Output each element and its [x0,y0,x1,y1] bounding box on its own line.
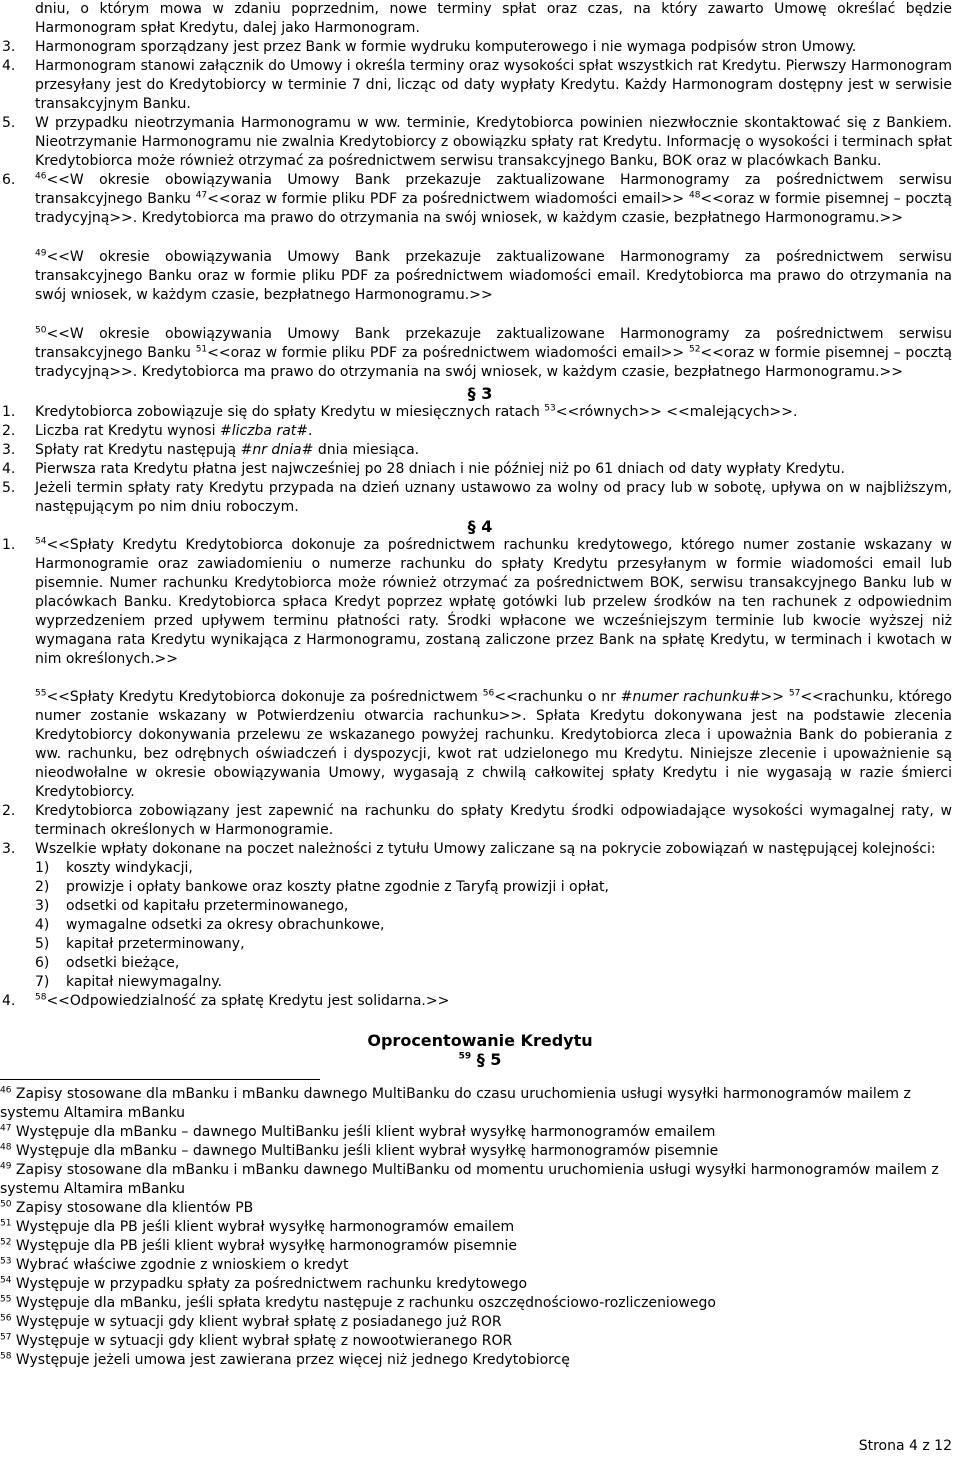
footnote-ref: 53 [544,403,556,414]
list-item-6 [0,171,960,228]
order-text: prowizje i opłaty bankowe oraz koszty płatne zgodnie z Taryfą prowizji i opłat, [66,879,609,895]
list-text: Wszelkie wpłaty dokonane na poczet należności z tytułu Umowy zaliczane są na pokrycie zobowiązań w następującej kolejności: [35,841,936,857]
order-text: wymagalne odsetki za okresy obrachunkowe, [66,917,385,933]
order-number: 5) [35,936,50,952]
footnote-ref: 47 [195,190,208,201]
list-item [0,38,960,57]
footnote [0,1332,952,1351]
list-text: <<oraz w formie pisemnej – pocztą tradycyjną>>. Kredytobiorca ma prawo do otrzymania na swój wniosek, w każdym czasie, bezpłatnego Harmonogramu.>> [35,191,952,226]
footnote-ref: 58 [35,992,47,1003]
order-text: kapitał przeterminowany, [66,936,245,952]
list-text: Harmonogram sporządzany jest przez Bank w formie wydruku komputerowego i nie wymaga podpisów stron Umowy. [35,39,857,55]
footnote-ref: 52 [688,344,701,355]
footnote-number: 53 [0,1256,12,1267]
footnote-text: Występuje dla PB jeśli klient wybrał wysyłkę harmonogramów pisemnie [15,1238,518,1254]
footnote [0,1275,952,1294]
footnote-text: Występuje dla mBanku, jeśli spłata kredytu następuje z rachunku oszczędnościowo-rozliczeniowego [15,1295,716,1311]
footnote-number: 55 [0,1294,12,1305]
section-heading-4: § 4 [467,517,493,536]
clause-text: >> [760,689,789,705]
footnote-number: 51 [0,1218,12,1229]
list-item [0,57,960,114]
footnote-text: Występuje w sytuacji gdy klient wybrał spłatę z posiadanego już ROR [15,1314,502,1330]
list-item [0,802,960,840]
list-number: 1. [2,537,16,553]
section-heading-5 [0,1050,960,1069]
list-text: Liczba rat Kredytu wynosi [35,423,220,439]
order-text: kapitał niewymagalny. [66,974,223,990]
list-item [0,403,960,422]
footnote-ref: 49 [35,248,47,259]
clause-text: <<oraz w formie pliku PDF za pośrednictwem wiadomości email>> [207,345,689,361]
alternative-clause-55 [0,688,960,802]
footnotes [0,1085,960,1370]
footnote [0,1218,952,1237]
clause-text: <<rachunku, którego numer zostanie wskazany w Potwierdzeniu otwarcia rachunku>>. Spłata Kredytu dokonywana jest na podstawie zlecenia Kredytobiorcy dokonywania przelewu ze wskazanego powyżej rachunku. Kredytobiorca zleca i upoważnia Bank do pobierania z ww. rachunku, bez odrębnych oświadczeń i dyspozycji, kwot rat udzielonego mu Kredytu. Niniejsze zlecenie i upoważnienie są nieodwołalne w okresie obowiązywania Umowy, wygasają z chwilą całkowitej spłaty Kredytu i nie wygasają w razie śmierci Kredytobiorcy. [35,689,952,800]
list-item [0,536,960,669]
order-text: odsetki bieżące, [66,955,180,971]
footnote-text: Występuje dla PB jeśli klient wybrał wysyłkę harmonogramów emailem [15,1219,515,1235]
footnote [0,1237,952,1256]
order-number: 1) [35,860,50,876]
order-text: odsetki od kapitału przeterminowanego, [66,898,349,914]
list-text: Pierwsza rata Kredytu płatna jest najwcześniej po 28 dniach i nie później niż po 61 dniach od daty wypłaty Kredytu. [35,461,845,477]
footnote-number: 58 [0,1351,12,1362]
list-number: 2. [2,803,16,819]
order-item [0,878,960,897]
footnote [0,1123,952,1142]
footnote-separator [0,1079,320,1080]
list-text: Harmonogram stanowi załącznik do Umowy i określa terminy oraz wysokości spłat wszystkich rat Kredytu. Pierwszy Harmonogram przesyłany jest do Kredytobiorcy w terminie 7 dni, licząc od daty wypłaty Kredytu. Każdy Harmonogram dostępny jest w serwisie transakcyjnym Banku. [35,58,952,112]
placeholder-field: #liczba rat# [219,423,308,439]
footnote [0,1161,952,1199]
list-text: <<Spłaty Kredytu Kredytobiorca dokonuje za pośrednictwem rachunku kredytowego, którego numer zostanie wskazany w Harmonogramie oraz zawiadomieniu o numerze rachunku do spłaty Kredytu przesyłanym w formie wiadomości email lub pisemnie. Numer rachunku Kredytobiorca może również otrzymać za pośrednictwem BOK, serwisu transakcyjnego Banku lub w placówkach Banku. Kredytobiorca spłaca Kredyt poprzez wpłatę gotówki lub przelew środków na ten rachunek z odpowiednim wyprzedzeniem przed upływem terminu płatności raty. Środki wpłacone we wcześniejszym terminie lub kwocie wyższej niż wymagana rata Kredytu wynikająca z Harmonogramu, zostaną zaliczone przez Bank na spłatę Kredytu, w terminach i kwotach w nim określonych.>> [35,537,952,667]
order-item [0,859,960,878]
footnote-text: Wybrać właściwe zgodnie z wnioskiem o kredyt [15,1257,349,1273]
order-item [0,897,960,916]
list-number: 2. [2,423,16,439]
list-text: Kredytobiorca zobowiązany jest zapewnić na rachunku do spłaty Kredytu środki odpowiadające wysokości wymagalnej raty, w terminach określonych w Harmonogramie. [35,803,952,838]
list-number: 3. [2,841,16,857]
footnote-ref: 48 [688,190,701,201]
list-text: <<oraz w formie pliku PDF za pośrednictwem wiadomości email>> [207,191,689,207]
footnote-ref: 50 [35,325,47,336]
clause-text: <<Spłaty Kredytu Kredytobiorca dokonuje za pośrednictwem [46,689,483,705]
list-text: Spłaty rat Kredytu następują [35,442,241,458]
order-item [0,973,960,992]
order-number: 4) [35,917,50,933]
order-number: 2) [35,879,50,895]
footnote [0,1351,952,1370]
list-number: 5. [2,115,16,131]
list-text: dnia miesiąca. [313,442,420,458]
footnote-number: 46 [0,1085,12,1096]
continuation-paragraph [0,0,960,38]
list-item [0,460,960,479]
footnote-ref: 59 [458,1051,472,1062]
list-text: W przypadku nieotrzymania Harmonogramu w ww. terminie, Kredytobiorca powinien niezwłocznie skontaktować się z Bankiem. Nieotrzymanie Harmonogramu nie zwalnia Kredytobiorcy z obowiązku spłaty rat Kredytu. Informację o wysokości i terminach spłat Kredytobiorca może również otrzymać za pośrednictwem serwisu transakcyjnego Banku, BOK oraz w placówkach Banku. [35,115,952,169]
order-item [0,935,960,954]
footnote-text: Występuje dla mBanku – dawnego MultiBanku jeśli klient wybrał wysyłkę harmonogramów emailem [15,1124,716,1140]
clause-text: <<oraz w formie pisemnej – pocztą tradycyjną>>. Kredytobiorca ma prawo do otrzymania na swój wniosek, w każdym czasie, bezpłatnego Harmonogramu.>> [35,345,952,380]
list-item [0,992,960,1011]
list-item [0,441,960,460]
list-number: 4. [2,461,16,477]
list-number: 1. [2,404,16,420]
list-number: 3. [2,39,16,55]
section-title-oprocentowanie: Oprocentowanie Kredytu [367,1031,593,1050]
footnote-text: Zapisy stosowane dla mBanku i mBanku dawnego MultiBanku do czasu uruchomienia usługi wysyłki harmonogramów mailem z systemu Altamira mBanku [0,1086,911,1121]
footnote [0,1294,952,1313]
footnote-number: 52 [0,1237,12,1248]
footnote-number: 48 [0,1142,12,1153]
footnote-number: 57 [0,1332,12,1343]
list-text: <<równych>> <<malejących>>. [555,404,798,420]
footnote-number: 49 [0,1161,12,1172]
order-item [0,916,960,935]
placeholder-field: #numer rachunku# [620,689,761,705]
list-item [0,114,960,171]
footnote [0,1142,952,1161]
footnote [0,1256,952,1275]
footnote-text: Występuje jeżeli umowa jest zawierana przez więcej niż jednego Kredytobiorcę [15,1352,570,1368]
order-text: koszty windykacji, [66,860,193,876]
list-text: <<Odpowiedzialność za spłatę Kredytu jest solidarna.>> [46,993,450,1009]
section-symbol: § 5 [476,1050,502,1069]
footnote-text: Występuje dla mBanku – dawnego MultiBanku jeśli klient wybrał wysyłkę harmonogramów pisemnie [15,1143,719,1159]
list-text: . [308,423,313,439]
list-text: Jeżeli termin spłaty raty Kredytu przypada na dzień uznany ustawowo za wolny od pracy lub w sobotę, upływa on w najbliższym, następującym po nim dniu roboczym. [35,480,952,515]
footnote-number: 54 [0,1275,12,1286]
footnote-number: 56 [0,1313,12,1324]
clause-text: <<W okresie obowiązywania Umowy Bank przekazuje zaktualizowane Harmonogramy za pośrednictwem serwisu transakcyjnego Banku oraz w formie pliku PDF za pośrednictwem wiadomości email. Kredytobiorca ma prawo do otrzymania na swój wniosek, w każdym czasie, bezpłatnego Harmonogramu.>> [35,249,952,303]
alternative-clause-50 [0,325,960,382]
footnote-text: Występuje w przypadku spłaty za pośrednictwem rachunku kredytowego [15,1276,528,1292]
footnote [0,1313,952,1332]
footnote-text: Występuje w sytuacji gdy klient wybrał spłatę z nowootwieranego ROR [15,1333,513,1349]
clause-text: <<rachunku o nr [494,689,621,705]
order-item [0,954,960,973]
list-number: 5. [2,480,16,496]
order-number: 7) [35,974,50,990]
list-number: 4. [2,58,16,74]
list-item [0,840,960,859]
footnote-ref: 46 [35,171,47,182]
footnote-ref: 56 [482,688,495,699]
page-number: Strona 4 z 12 [858,1438,952,1454]
footnote-text: Zapisy stosowane dla mBanku i mBanku dawnego MultiBanku od momentu uruchomienia usługi wysyłki harmonogramów mailem z systemu Altamira mBanku [0,1162,939,1197]
placeholder-field: #nr dnia# [240,442,314,458]
footnote-number: 50 [0,1199,12,1210]
list-text: Kredytobiorca zobowiązuje się do spłaty Kredytu w miesięcznych ratach [35,404,545,420]
footnote-ref: 55 [35,688,47,699]
list-item [0,479,960,517]
footnote-ref: 57 [788,688,801,699]
clause-text: <<W okresie obowiązywania Umowy Bank przekazuje zaktualizowane Harmonogramy za pośrednictwem serwisu transakcyjnego Banku [35,326,952,361]
footnote-ref: 54 [35,536,47,547]
list-number: 3. [2,442,16,458]
order-number: 3) [35,898,50,914]
order-number: 6) [35,955,50,971]
list-item [0,422,960,441]
footnote [0,1085,952,1123]
footnote-ref: 51 [195,344,208,355]
list-text: <<W okresie obowiązywania Umowy Bank przekazuje zaktualizowane Harmonogramy za pośrednictwem serwisu transakcyjnego Banku [35,172,952,207]
alternative-clause-49 [0,248,960,305]
section-heading-3: § 3 [467,384,493,403]
list-number: 6. [2,172,16,188]
continuation-text: dniu, o którym mowa w zdaniu poprzednim, nowe terminy spłat oraz czas, na który zawarto Umowę określać będzie Harmonogram spłat Kredytu, dalej jako Harmonogram. [35,1,952,36]
list-number: 4. [2,993,16,1009]
footnote-text: Zapisy stosowane dla klientów PB [15,1200,254,1216]
footnote [0,1199,952,1218]
footnote-number: 47 [0,1123,12,1134]
